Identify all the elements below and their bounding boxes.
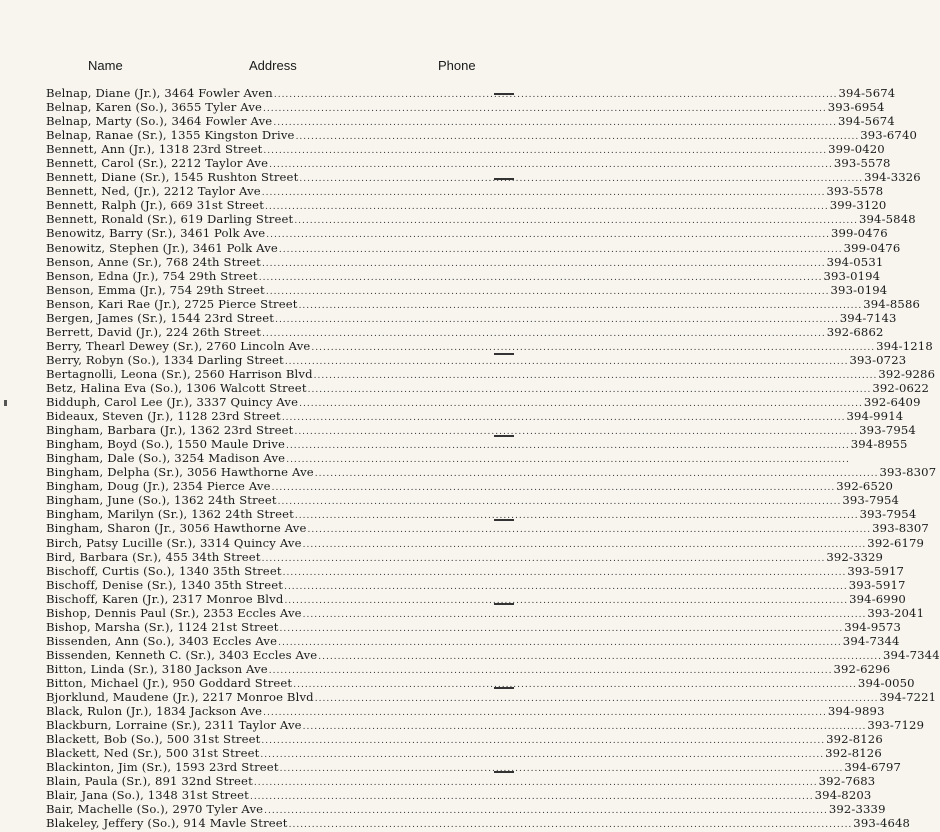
leader-dots bbox=[303, 538, 867, 552]
leader-dots bbox=[303, 720, 867, 734]
entry-name-address: Belnap, Marty (So.), 3464 Fowler Ave bbox=[46, 114, 273, 129]
entry-name-address: Blackburn, Lorraine (Sr.), 2311 Taylor Ave bbox=[46, 718, 302, 733]
entry-phone: 394-7143 bbox=[839, 310, 897, 325]
entry-phone: 394-8586 bbox=[863, 296, 921, 311]
leader-dots bbox=[282, 411, 846, 425]
entry-name-address: Bissenden, Kenneth C. (Sr.), 3403 Eccles Ave bbox=[46, 647, 318, 662]
entry-name-address: Bjorklund, Maudene (Jr.), 2217 Monroe Blvd bbox=[46, 690, 314, 705]
entry-phone: 393-5917 bbox=[847, 563, 905, 578]
entry-phone: 393-7954 bbox=[859, 507, 917, 522]
margin-mark bbox=[494, 353, 514, 355]
margin-mark bbox=[494, 435, 514, 437]
leader-dots bbox=[299, 397, 863, 411]
entry-name-address: Bingham, June (So.), 1362 24th Street bbox=[46, 493, 277, 508]
entry-phone: 392-0622 bbox=[872, 380, 930, 395]
list-item bbox=[46, 788, 872, 803]
entry-name-address: Berry, Robyn (So.), 1334 Darling Street bbox=[46, 352, 284, 367]
leader-dots bbox=[315, 692, 879, 706]
entry-name-address: Betz, Halina Eva (So.), 1306 Walcott Street bbox=[46, 380, 307, 395]
entry-name-address: Bair, Machelle (So.), 2970 Tyler Ave bbox=[46, 802, 264, 817]
leader-dots bbox=[294, 214, 858, 228]
entry-phone: 393-7129 bbox=[867, 718, 925, 733]
entry-name-address: Benson, Anne (Sr.), 768 24th Street bbox=[46, 254, 261, 269]
list-item bbox=[46, 535, 925, 550]
leader-dots bbox=[293, 678, 857, 692]
leader-dots bbox=[262, 186, 826, 200]
entry-phone: 393-8307 bbox=[872, 521, 929, 536]
list-item bbox=[46, 647, 940, 662]
leader-dots bbox=[260, 748, 824, 762]
leader-dots bbox=[275, 313, 839, 327]
list-item bbox=[46, 675, 915, 690]
list-item bbox=[46, 86, 896, 100]
entry-name-address: Benson, Edna (Jr.), 754 29th Street bbox=[46, 268, 258, 283]
list-item bbox=[46, 619, 901, 634]
list-item bbox=[46, 282, 888, 297]
entry-name-address: Bishop, Dennis Paul (Sr.), 2353 Eccles Ave bbox=[46, 605, 302, 620]
list-item bbox=[46, 465, 937, 480]
list-item bbox=[46, 605, 925, 620]
entry-name-address: Bingham, Delpha (Sr.), 3056 Hawthorne Ave bbox=[46, 465, 314, 480]
entry-phone: 399-0476 bbox=[830, 226, 888, 241]
leader-dots bbox=[262, 327, 826, 341]
entry-name-address: Belnap, Karen (So.), 3655 Tyler Ave bbox=[46, 100, 263, 115]
entry-name-address: Bitton, Michael (Jr.), 950 Goddard Street bbox=[46, 675, 293, 690]
entry-phone: 394-9893 bbox=[827, 704, 885, 719]
list-item bbox=[46, 690, 937, 705]
entry-name-address: Birch, Patsy Lucille (Sr.), 3314 Quincy Ave bbox=[46, 535, 302, 550]
list-item bbox=[46, 142, 885, 157]
entry-name-address: Blain, Paula (Sr.), 891 32nd Street bbox=[46, 774, 253, 789]
margin-mark bbox=[494, 687, 514, 689]
leader-dots bbox=[303, 608, 867, 622]
list-item bbox=[46, 732, 883, 747]
entry-name-address: Bissenden, Ann (So.), 3403 Eccles Ave bbox=[46, 633, 278, 648]
leader-dots bbox=[266, 228, 830, 242]
entry-name-address: Bingham, Marilyn (Sr.), 1362 24th Street bbox=[46, 507, 294, 522]
list-item bbox=[46, 409, 904, 424]
leader-dots bbox=[286, 439, 850, 453]
entry-name-address: Belnap, Diane (Jr.), 3464 Fowler Aven bbox=[46, 86, 273, 100]
list-item bbox=[46, 493, 900, 508]
entry-name-address: Benowitz, Barry (Sr.), 3461 Polk Ave bbox=[46, 226, 266, 241]
entry-phone: 392-6409 bbox=[863, 395, 921, 410]
leader-dots bbox=[250, 790, 814, 804]
entry-name-address: Bishop, Marsha (Sr.), 1124 21st Street bbox=[46, 619, 279, 634]
leader-dots bbox=[254, 776, 818, 790]
leader-dots bbox=[311, 341, 875, 355]
list-item bbox=[46, 633, 900, 648]
entry-phone: 392-6520 bbox=[836, 479, 894, 494]
entry-name-address: Bergen, James (Sr.), 1544 23rd Street bbox=[46, 310, 275, 325]
leader-dots bbox=[299, 172, 863, 186]
entry-name-address: Blackett, Ned (Sr.), 500 31st Street bbox=[46, 746, 260, 761]
leader-dots bbox=[283, 566, 847, 580]
leader-dots bbox=[295, 509, 859, 523]
entry-phone: 394-5674 bbox=[838, 86, 896, 100]
entry-phone: 394-6990 bbox=[849, 591, 906, 606]
entry-name-address: Bingham, Doug (Jr.), 2354 Pierce Ave bbox=[46, 479, 271, 494]
leader-dots bbox=[284, 580, 848, 594]
entry-name-address: Bitton, Linda (Sr.), 3180 Jackson Ave bbox=[46, 661, 268, 676]
entry-phone: 393-5578 bbox=[833, 156, 891, 171]
list-item bbox=[46, 128, 918, 143]
leader-dots bbox=[273, 116, 837, 130]
entry-name-address: Bennett, Ann (Jr.), 1318 23rd Street bbox=[46, 142, 263, 157]
list-item bbox=[46, 718, 925, 733]
leader-dots bbox=[269, 664, 833, 678]
list-item bbox=[46, 296, 921, 311]
entry-name-address: Bischoff, Denise (Sr.), 1340 35th Street bbox=[46, 577, 284, 592]
leader-dots bbox=[264, 804, 828, 818]
leader-dots bbox=[280, 762, 844, 776]
entry-phone: 394-1218 bbox=[876, 338, 933, 353]
column-header bbox=[0, 58, 526, 78]
entry-name-address: Bingham, Barbara (Jr.), 1362 23rd Street bbox=[46, 423, 294, 438]
entry-name-address: Blakeley, Jeffery (So.), 914 Mavle Street bbox=[46, 816, 288, 831]
list-item bbox=[46, 310, 897, 325]
margin-mark bbox=[494, 519, 514, 521]
leader-dots bbox=[261, 734, 825, 748]
entry-phone: 394-7221 bbox=[879, 690, 937, 705]
entry-phone: 392-6179 bbox=[867, 535, 925, 550]
entry-phone: 394-6797 bbox=[844, 760, 902, 775]
leader-dots bbox=[285, 355, 849, 369]
list-item bbox=[46, 549, 884, 564]
name-column-heading: Name bbox=[88, 58, 123, 73]
leader-dots bbox=[262, 257, 826, 271]
list-item bbox=[46, 366, 936, 381]
list-item bbox=[46, 156, 891, 171]
entry-phone: 393-6740 bbox=[860, 128, 918, 143]
list-item bbox=[46, 704, 885, 719]
entry-name-address: Bidduph, Carol Lee (Jr.), 3337 Quincy Ave bbox=[46, 395, 299, 410]
list-item bbox=[46, 563, 905, 578]
entry-name-address: Blackinton, Jim (Sr.), 1593 23rd Street bbox=[46, 760, 279, 775]
entry-phone: 393-2041 bbox=[867, 605, 925, 620]
entry-phone: 393-8307 bbox=[879, 465, 937, 480]
list-item bbox=[46, 479, 894, 494]
entry-phone: 392-3339 bbox=[828, 802, 886, 817]
list-item bbox=[46, 746, 882, 761]
list-item bbox=[46, 380, 930, 395]
list-item bbox=[46, 170, 921, 185]
entry-phone: 394-5848 bbox=[859, 212, 916, 227]
entry-phone: 392-3329 bbox=[826, 549, 884, 564]
entry-name-address: Bennett, Diane (Sr.), 1545 Rushton Street bbox=[46, 170, 299, 185]
list-item bbox=[46, 254, 884, 269]
entry-phone: 394-8203 bbox=[814, 788, 872, 803]
list-item bbox=[46, 591, 906, 606]
entry-name-address: Bingham, Boyd (So.), 1550 Maule Drive bbox=[46, 437, 286, 452]
leader-dots bbox=[314, 369, 878, 383]
entry-name-address: Berrett, David (Jr.), 224 26th Street bbox=[46, 324, 262, 339]
entry-name-address: Benson, Emma (Jr.), 754 29th Street bbox=[46, 282, 265, 297]
entry-phone: 394-0531 bbox=[826, 254, 884, 269]
leader-dots bbox=[284, 594, 848, 608]
entry-phone: 394-3326 bbox=[864, 170, 921, 185]
entry-phone: 393-6954 bbox=[827, 100, 885, 115]
entry-phone: 392-8126 bbox=[826, 732, 883, 747]
leader-dots bbox=[318, 650, 882, 664]
address-column-heading: Address bbox=[249, 58, 297, 73]
entry-name-address: Bingham, Dale (So.), 3254 Madison Ave bbox=[46, 451, 286, 466]
leader-dots bbox=[263, 144, 827, 158]
list-item bbox=[46, 521, 929, 536]
entry-phone: 393-0723 bbox=[849, 352, 907, 367]
list-item bbox=[46, 212, 916, 227]
list-item bbox=[46, 100, 885, 115]
entry-name-address: Bertagnolli, Leona (Sr.), 2560 Harrison Blvd bbox=[46, 366, 313, 381]
entry-name-address: Bennett, Ralph (Jr.), 669 31st Street bbox=[46, 198, 265, 213]
entry-phone: 392-6296 bbox=[833, 661, 891, 676]
leader-dots bbox=[307, 523, 871, 537]
leader-dots bbox=[280, 622, 844, 636]
list-item bbox=[46, 395, 921, 410]
leader-dots bbox=[296, 130, 860, 144]
entry-name-address: Benowitz, Stephen (Jr.), 3461 Polk Ave bbox=[46, 240, 278, 255]
entry-name-address: Berry, Thearl Dewey (Sr.), 2760 Lincoln Ave bbox=[46, 338, 311, 353]
entry-phone: 394-7344 bbox=[882, 647, 940, 662]
leader-dots bbox=[269, 158, 833, 172]
leader-dots bbox=[308, 383, 872, 397]
entry-name-address: Bird, Barbara (Sr.), 455 34th Street bbox=[46, 549, 261, 564]
entry-name-address: Benson, Kari Rae (Jr.), 2725 Pierce Street bbox=[46, 296, 298, 311]
entry-name-address: Blair, Jana (So.), 1348 31st Street bbox=[46, 788, 249, 803]
entry-phone: 392-6862 bbox=[826, 324, 884, 339]
list-item bbox=[46, 352, 907, 367]
entry-phone: 393-4648 bbox=[853, 816, 911, 831]
list-item bbox=[46, 338, 933, 353]
margin-mark bbox=[494, 603, 514, 605]
leader-dots bbox=[289, 818, 853, 832]
margin-mark bbox=[494, 93, 514, 95]
entry-name-address: Black, Rulon (Jr.), 1834 Jackson Ave bbox=[46, 704, 263, 719]
entry-phone: 394-7344 bbox=[842, 633, 900, 648]
entry-phone: 393-5917 bbox=[848, 577, 906, 592]
entry-name-address: Bennett, Ronald (Sr.), 619 Darling Street bbox=[46, 212, 294, 227]
list-item bbox=[46, 802, 886, 817]
list-item bbox=[46, 184, 884, 199]
leader-dots bbox=[278, 636, 842, 650]
list-item bbox=[46, 198, 887, 213]
leader-dots bbox=[262, 552, 826, 566]
entry-phone: 392-8126 bbox=[825, 746, 882, 761]
entry-name-address: Belnap, Ranae (Sr.), 1355 Kingston Drive bbox=[46, 128, 295, 143]
entry-phone: 399-0476 bbox=[843, 240, 901, 255]
list-item bbox=[46, 423, 916, 438]
leader-dots bbox=[266, 285, 830, 299]
entry-name-address: Bennett, Carol (Sr.), 2212 Taylor Ave bbox=[46, 156, 269, 171]
entry-name-address: Blackett, Bob (So.), 500 31st Street bbox=[46, 732, 261, 747]
list-item bbox=[46, 774, 876, 789]
list-item bbox=[46, 226, 888, 241]
entry-phone: 393-7954 bbox=[842, 493, 900, 508]
list-item bbox=[46, 507, 917, 522]
entry-phone: 393-0194 bbox=[830, 282, 888, 297]
entry-name-address: Bideaux, Steven (Jr.), 1128 23rd Street bbox=[46, 409, 281, 424]
leader-dots bbox=[299, 299, 863, 313]
entry-phone: 394-9573 bbox=[844, 619, 901, 634]
leader-dots bbox=[286, 453, 850, 467]
entry-phone: 393-7954 bbox=[859, 423, 916, 438]
leader-dots bbox=[259, 271, 823, 285]
entry-name-address: Bingham, Sharon (Jr., 3056 Hawthorne Ave bbox=[46, 521, 307, 536]
list-item bbox=[46, 324, 884, 339]
entry-name-address: Bischoff, Karen (Jr.), 2317 Monroe Blvd bbox=[46, 591, 284, 606]
list-item bbox=[46, 240, 901, 255]
list-item bbox=[46, 577, 906, 592]
entry-phone: 399-0420 bbox=[828, 142, 885, 157]
directory-list bbox=[46, 86, 940, 831]
list-item bbox=[46, 451, 486, 465]
entry-phone: 394-9914 bbox=[846, 409, 904, 424]
phone-column-heading: Phone bbox=[438, 58, 476, 73]
list-item bbox=[46, 661, 891, 676]
margin-mark bbox=[494, 771, 514, 773]
leader-dots bbox=[263, 706, 827, 720]
entry-phone: 394-8955 bbox=[850, 437, 908, 452]
list-item bbox=[46, 114, 895, 129]
list-item bbox=[46, 760, 902, 775]
entry-phone: 394-5674 bbox=[838, 114, 895, 129]
list-item bbox=[46, 268, 881, 283]
list-item bbox=[46, 437, 908, 452]
entry-name-address: Bischoff, Curtis (So.), 1340 35th Street bbox=[46, 563, 282, 578]
leader-dots bbox=[263, 102, 827, 116]
entry-phone: 393-5578 bbox=[826, 184, 884, 199]
leader-dots bbox=[265, 200, 829, 214]
leader-dots bbox=[279, 243, 843, 257]
entry-phone: 392-7683 bbox=[818, 774, 876, 789]
leader-dots bbox=[272, 481, 836, 495]
entry-phone: 392-9286 bbox=[878, 366, 936, 381]
leader-dots bbox=[294, 425, 858, 439]
leader-dots bbox=[278, 495, 842, 509]
leader-dots bbox=[274, 88, 838, 102]
entry-phone: 394-0050 bbox=[857, 675, 915, 690]
list-item bbox=[46, 816, 911, 831]
margin-mark bbox=[494, 178, 514, 180]
entry-phone: 393-0194 bbox=[823, 268, 881, 283]
entry-name-address: Bennett, Ned, (Jr.), 2212 Taylor Ave bbox=[46, 184, 261, 199]
leader-dots bbox=[315, 467, 879, 481]
entry-phone: 399-3120 bbox=[829, 198, 887, 213]
left-margin-mark bbox=[4, 400, 7, 406]
